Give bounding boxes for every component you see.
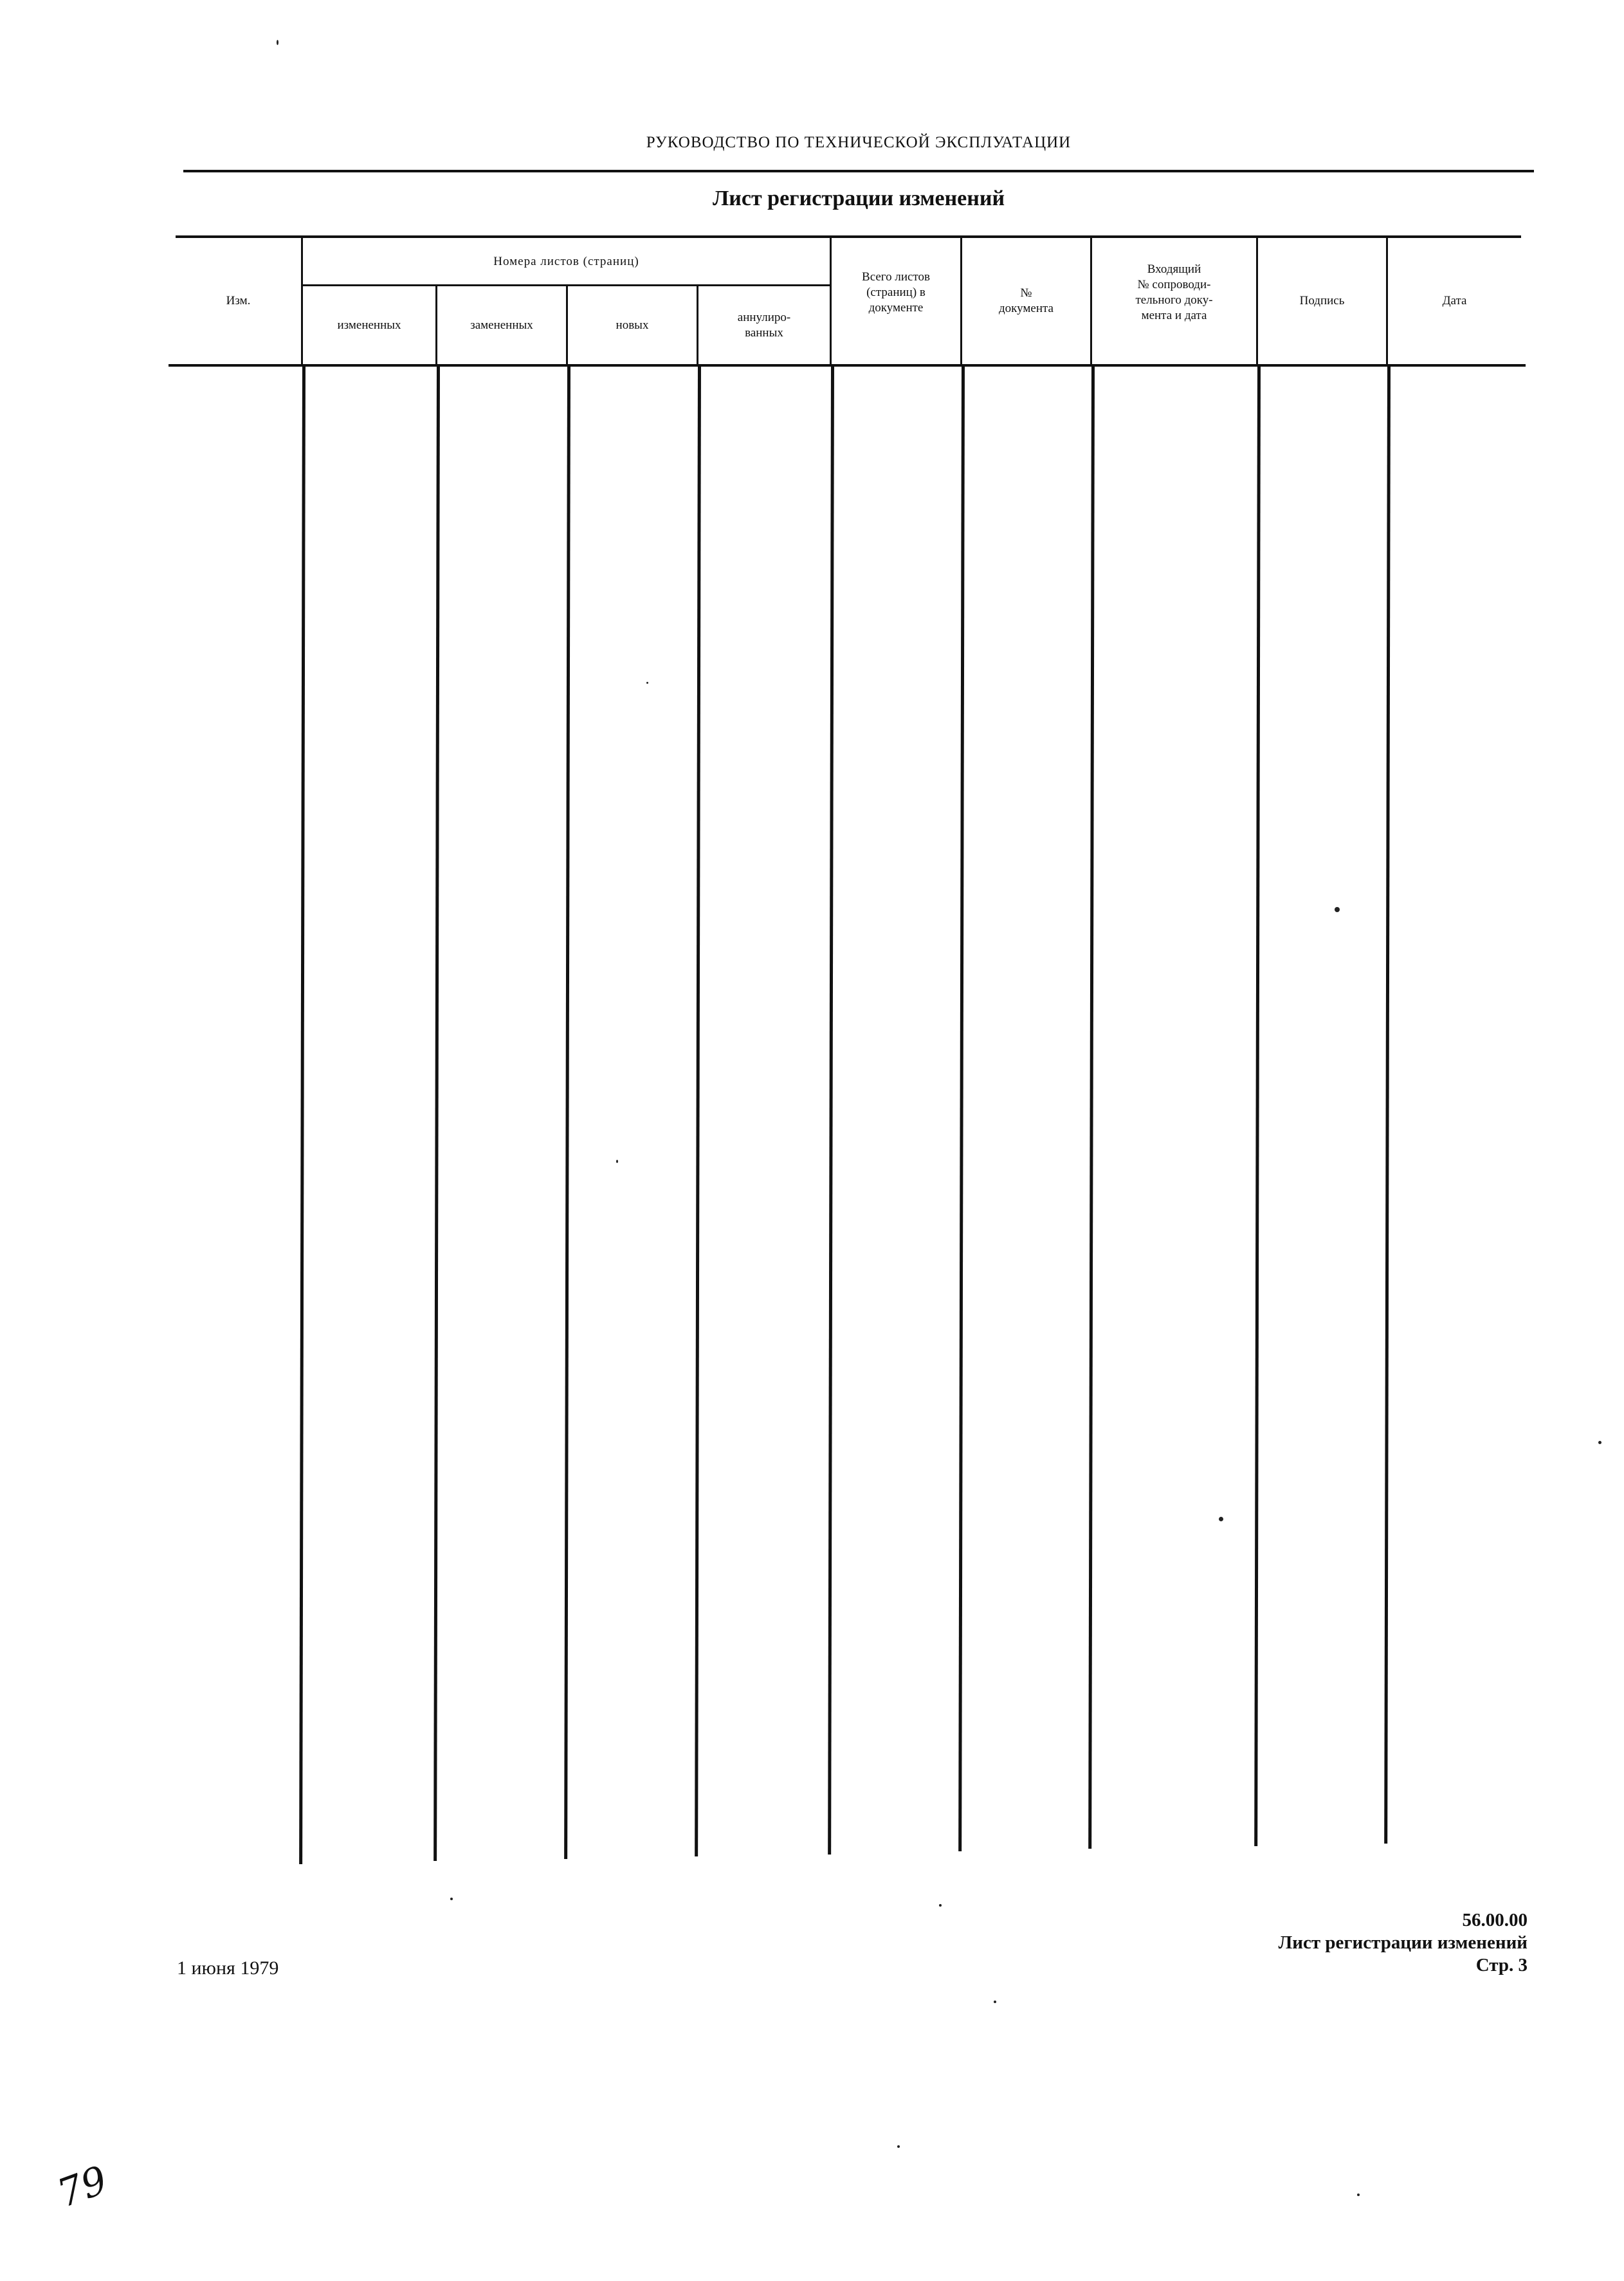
header-incoming-document: Входящий № сопроводи- тельного доку- мента и дата	[1135, 262, 1213, 322]
header-annulled: аннулиро- ванных	[737, 310, 791, 340]
col-line	[564, 365, 570, 1859]
header-changed: измененных	[337, 318, 401, 332]
col-line	[1088, 365, 1095, 1849]
scan-speck	[646, 682, 648, 684]
scan-speck	[450, 1898, 453, 1900]
col-line	[1384, 365, 1391, 1844]
col-line	[695, 365, 701, 1856]
sheet-title: Лист регистрации изменений	[712, 187, 1005, 210]
footer-doc-code: 56.00.00	[1462, 1910, 1528, 1930]
scan-speck	[897, 2145, 900, 2148]
col-line	[828, 365, 834, 1855]
scan-speck	[616, 1160, 618, 1163]
scan-speck	[994, 2001, 996, 2003]
footer-date: 1 июня 1979	[177, 1957, 279, 1979]
header-total-sheets: Всего листов (страниц) в документе	[862, 270, 930, 315]
scan-speck	[1357, 2194, 1360, 2196]
header-rule	[183, 170, 1534, 172]
header-document-number: № документа	[999, 286, 1054, 315]
header-change-no: Изм.	[226, 294, 251, 307]
scan-speck	[1335, 907, 1340, 912]
handwritten-page-mark: 79	[51, 2157, 114, 2217]
header-replaced: замененных	[470, 318, 533, 332]
footer-page-number: Стр. 3	[1475, 1955, 1528, 1975]
scan-speck	[277, 40, 278, 45]
header-new: новых	[616, 318, 649, 332]
scan-speck	[939, 1904, 942, 1907]
col-line	[1254, 365, 1261, 1846]
table-header-bottom-border	[169, 364, 1526, 367]
footer-section: Лист регистрации изменений	[1278, 1932, 1528, 1953]
footer-block	[1279, 1909, 1528, 1977]
col-line	[433, 365, 440, 1861]
col-line	[299, 365, 306, 1864]
scan-speck	[1219, 1517, 1223, 1521]
scan-speck	[1598, 1441, 1601, 1444]
col-line	[958, 365, 965, 1851]
header-date: Дата	[1442, 294, 1467, 307]
header-signature: Подпись	[1299, 294, 1345, 307]
header-sheet-numbers-group: Номера листов (страниц)	[493, 255, 639, 268]
running-header: РУКОВОДСТВО ПО ТЕХНИЧЕСКОЙ ЭКСПЛУАТАЦИИ	[646, 134, 1072, 151]
